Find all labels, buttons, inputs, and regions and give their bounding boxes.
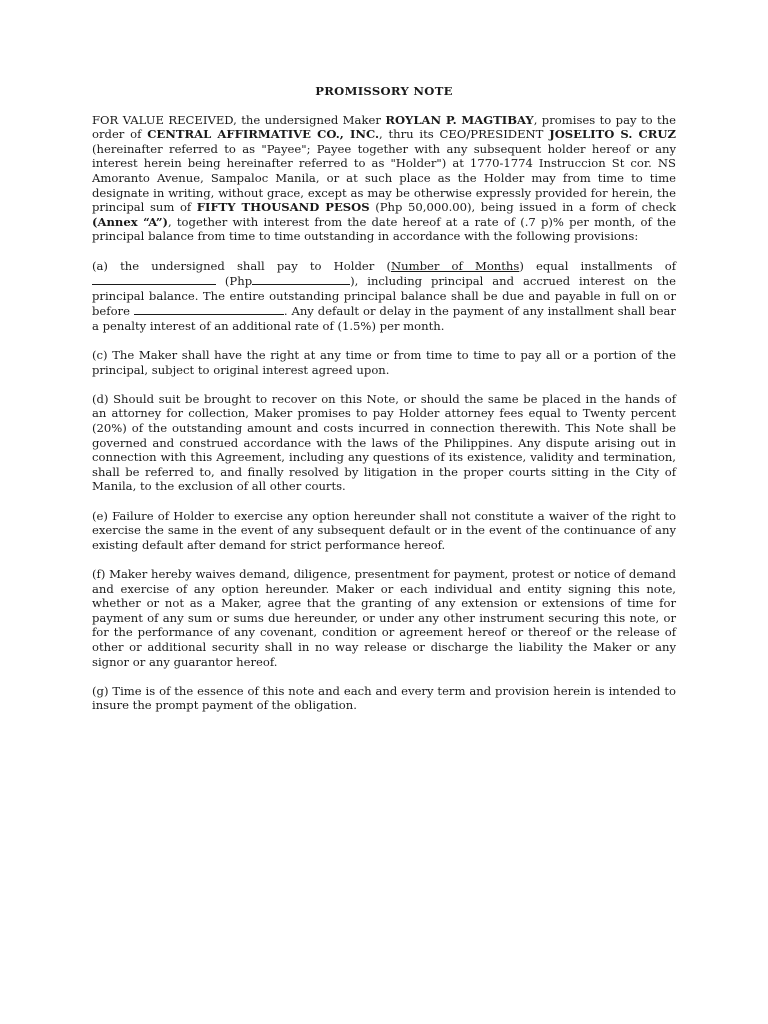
intro-text: (Php 50,000.00), being issued in a form of check [369,200,676,215]
provision-a-text: (Php [216,274,253,289]
ceo-name: JOSELITO S. CRUZ [549,127,676,142]
payee-company: CENTRAL AFFIRMATIVE CO., INC. [147,127,380,142]
provision-g: (g) Time is of the essence of this note and each and every term and provision herein is intended to insure the prompt payment of the obligation. [92,683,676,713]
maker-name: ROYLAN P. MAGTIBAY [385,112,534,127]
provision-a-text: ), including principal and accrued interest on the principal balance. The entire outstanding principal balance shall be due and payable in full on or before [92,274,676,319]
provision-a-text: ) equal installments of [519,258,677,273]
due-date-blank [134,303,284,315]
number-of-months-field: Number of Months [390,258,520,273]
provision-d: (d) Should suit be brought to recover on this Note, or should the same be placed in the hands of an attorney for collection, Maker promises to pay Holder attorney fees equal to Twenty percent (20%) of the outstanding amount and costs incurred in connection therewith. This Note shall be governed and construed accordance with the laws of the Philippines. Any dispute arising out in connection with this Agreement, including any questions of its existence, validity and termination, shall be referred to, and finally resolved by litigation in the proper courts sitting in the City of Manila, to the exclusion of all other courts. [92,391,676,494]
provision-f: (f) Maker hereby waives demand, diligence, presentment for payment, protest or notice of demand and exercise of any option hereunder. Maker or each individual and entity signing this note, whether or not as a Maker, agree that the granting of any extension or extensions of time for payment of any sum or sums due hereunder, or under any other instrument securing this note, or for the performance of any covenant, condition or agreement hereof or thereof or the release of other or additional security shall in no way release or discharge the liability the Maker or any signor or any guarantor hereof. [92,567,676,669]
provision-e: (e) Failure of Holder to exercise any option hereunder shall not constitute a waiver of the right to exercise the same in the event of any subsequent default or in the event of the continuance of any existing default after demand for strict performance hereof. [92,508,676,552]
provision-a-text: . Any default or delay in the payment of any installment shall bear a penalty interest of an additional rate of (1.5%) per month. [92,304,676,333]
provision-a [92,259,676,334]
intro-text: , thru its CEO/PRESIDENT [379,127,550,142]
installment-php-blank [252,273,350,285]
document-page [92,84,676,728]
installment-amount-blank [92,273,216,285]
principal-amount-words: FIFTY THOUSAND PESOS [196,200,370,215]
provision-a-text: (a) the undersigned shall pay to Holder ( [92,258,391,273]
intro-text: , together with interest from the date hereof at a rate of (.7 p)% per month, of the principal balance from time to time outstanding in accordance with the following provisions: [92,214,676,244]
intro-paragraph [92,113,676,244]
intro-text: , promises to pay to the order of [92,112,676,142]
provision-c: (c) The Maker shall have the right at any time or from time to time to pay all or a portion of the principal, subject to original interest agreed upon. [92,348,676,377]
annex-reference: (Annex “A”) [92,214,169,229]
intro-text: FOR VALUE RECEIVED, the undersigned Maker [92,112,386,127]
intro-text: (hereinafter referred to as "Payee"; Payee together with any subsequent holder hereof or any interest herein being hereinafter referred to as "Holder") at 1770-1774 Instruccion St cor. NS Amoranto Avenue, Sampaloc Manila, or at such place as the Holder may from time to time designate in writing, without grace, except as may be otherwise expressly provided for herein, the principal sum of [92,141,676,215]
document-title: PROMISSORY NOTE [315,84,453,98]
